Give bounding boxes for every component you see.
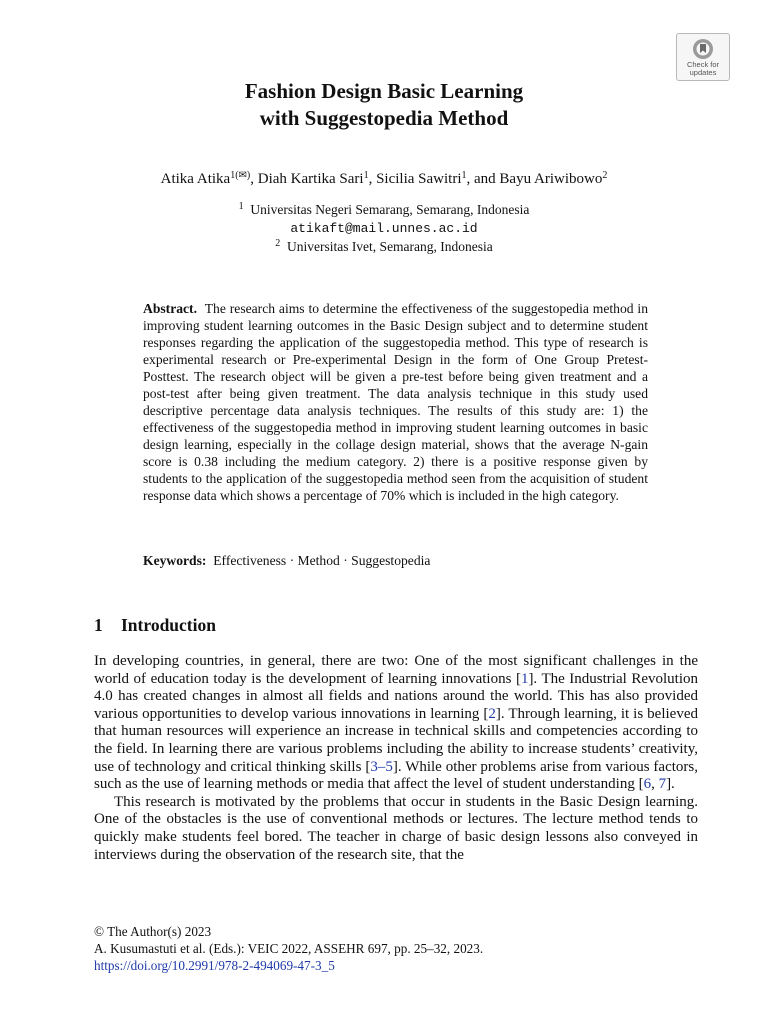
citation-link[interactable]: 7 bbox=[658, 776, 667, 793]
author-list: Atika Atika$^{1(✉)}$, Diah Kartika Sari$^1$, Sicilia Sawitri$^1$, and Bayu Ariwibowo$^2$ bbox=[160, 170, 608, 187]
section-heading bbox=[94, 614, 216, 636]
abstract-text: The research aims to determine the effectiveness of the suggestopedia method in improving student learning outcomes in the Basic Design subject and to determine student responses regarding the application of the suggestopedia method. This type of research is experimental research or Pre-experimental Design in the form of One Group Pretest-Posttest. The research object will be given a pre-test before being given treatment and a post-test after being given treatment. The data analysis technique in this study used descriptive percentage data analysis techniques. The results of this study are: 1) the effectiveness of the suggestopedia method in improving student learning outcomes in basic design learning, especially in the collage design material, shows that the average N-gain score is 0.38 including the medium category. 2) there is a positive response given by students to the application of the suggestopedia method seen from the acquisition of student response data which shows a percentage of 70% which is included in the high category. bbox=[143, 301, 649, 503]
title-line-1: Fashion Design Basic Learning bbox=[244, 79, 524, 103]
section-title: Introduction bbox=[121, 615, 216, 635]
keywords bbox=[143, 552, 648, 569]
paragraph: This research is motivated by the problems that occur in students in the Basic Design learning. One of the obstacles is the use of conventional methods or lectures. The lecture method tends to quickly make students feel bored. The teacher in charge of basic design lessons also conveyed in interviews during the observation of the research site, that the bbox=[94, 793, 698, 863]
author-superscript: 1 bbox=[461, 170, 467, 181]
affiliations bbox=[0, 201, 768, 256]
footer bbox=[94, 923, 698, 974]
author-name: Sicilia Sawitri bbox=[376, 171, 462, 187]
keywords-text: Effectiveness · Method · Suggestopedia bbox=[213, 553, 431, 568]
copyright-notice: © The Author(s) 2023 bbox=[94, 924, 212, 939]
title-line-2: with Suggestopedia Method bbox=[259, 106, 509, 130]
citation-info: A. Kusumastuti et al. (Eds.): VEIC 2022, ASSEHR 697, pp. 25–32, 2023. bbox=[94, 941, 484, 956]
author-superscript: 1 bbox=[363, 170, 369, 181]
badge-label: Check for updates bbox=[686, 60, 720, 77]
author-name: Atika Atika bbox=[160, 171, 231, 187]
author-email[interactable]: atikaft@mail.unnes.ac.id bbox=[290, 221, 478, 236]
affiliation-1: $^1$ Universitas Negeri Semarang, Semarang, Indonesia bbox=[238, 201, 530, 217]
citation-link[interactable]: 2 bbox=[488, 705, 496, 722]
doi-link[interactable]: https://doi.org/10.2991/978-2-494069-47-3_5 bbox=[94, 958, 335, 973]
section-number: 1 bbox=[94, 615, 103, 635]
paragraph: In developing countries, in general, there are two: One of the most significant challenges in the world of education today is the development of learning innovations [1]. The Industrial Revolution 4.0 has created changes in almost all fields and nations around the world. This has also provided various opportunities to develop various innovations in learning [2]. Through learning, it is believed that human resources will experience an increase in technical skills and competencies according to the field. In learning there are various problems including the ability to increase students’ creativity, use of technology and critical thinking skills [3–5]. While other problems arise from various factors, such as the use of learning methods or media that affect the level of student understanding [6, 7]. bbox=[94, 653, 698, 793]
author-name: Diah Kartika Sari bbox=[257, 171, 364, 187]
author-superscript: 2 bbox=[602, 170, 608, 181]
check-for-updates-badge[interactable] bbox=[676, 33, 730, 81]
abstract bbox=[143, 300, 648, 504]
keywords-label: Keywords: bbox=[143, 553, 207, 568]
bookmark-check-icon bbox=[692, 38, 714, 60]
author-superscript: 1(✉) bbox=[230, 170, 251, 181]
citation-link[interactable]: 1 bbox=[520, 670, 529, 687]
citation-link[interactable]: 3–5 bbox=[370, 758, 393, 775]
author-name: Bayu Ariwibowo bbox=[499, 171, 603, 187]
abstract-label: Abstract. bbox=[143, 301, 197, 316]
paper-title bbox=[0, 78, 768, 132]
affiliation-2: $^2$ Universitas Ivet, Semarang, Indonesia bbox=[275, 238, 493, 254]
citation-link[interactable]: 6 bbox=[643, 776, 652, 793]
body-text bbox=[94, 653, 698, 864]
